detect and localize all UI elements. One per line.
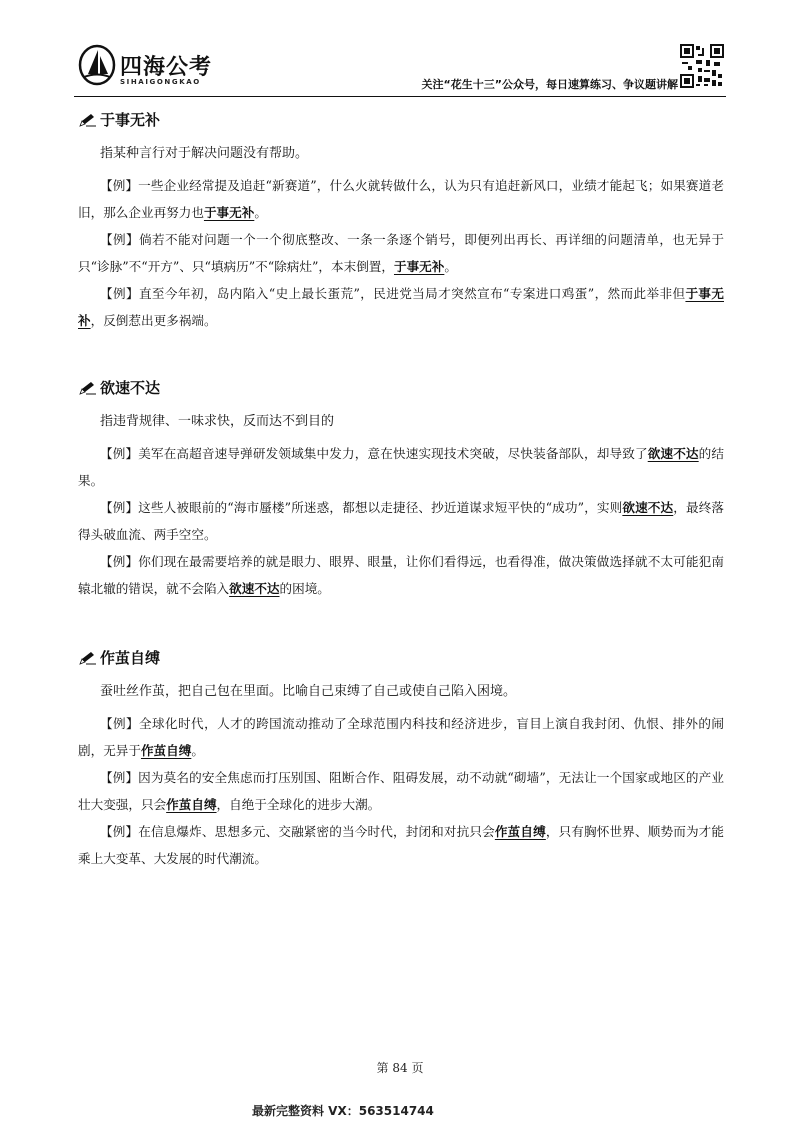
example-text: 的困境。 — [279, 581, 330, 596]
qr-code-icon — [680, 44, 724, 88]
example-text: 【例】直至今年初，岛内陷入“史上最长蛋荒”，民进党当局才突然宣布“专案进口鸡蛋”，然而此举非但 — [100, 286, 686, 301]
idiom-term: 欲速不达 — [647, 446, 699, 461]
example-text: ，自绝于全球化的进步大潮。 — [216, 797, 381, 812]
brand-name-cn: 四海公考 — [120, 55, 213, 80]
entry-definition: 蚕吐丝作茧，把自己包在里面。比喻自己束缚了自己或使自己陷入困境。 — [100, 684, 517, 699]
entry-title-text: 于事无补 — [100, 111, 161, 129]
idiom-term: 作茧自缚 — [166, 797, 217, 812]
idiom-term: 于事无补 — [393, 259, 445, 274]
example-paragraph — [78, 710, 724, 764]
entry-title — [78, 646, 724, 670]
example-text: 【例】因为莫名的安全焦虑而打压别国、阻断合作、阻碍发展，动不动就“砌墙”，无法让一个国家或地区的产业壮大变强，只会 — [78, 770, 724, 812]
entry-definition: 指违背规律、一味求快，反而达不到目的 — [100, 414, 335, 429]
example-text: 【例】这些人被眼前的“海市蜃楼”所迷惑，都想以走捷径、抄近道谋求短平快的“成功”，实则 — [100, 500, 623, 515]
entry-title — [78, 108, 724, 132]
idiom-term: 作茧自缚 — [140, 743, 192, 758]
example-paragraph — [78, 764, 724, 818]
example-paragraph — [78, 280, 724, 334]
example-paragraph — [78, 440, 724, 494]
example-text: 的结果。 — [78, 446, 725, 488]
idiom-entry — [78, 108, 724, 334]
pen-icon — [78, 650, 98, 666]
section-spacer — [78, 602, 724, 646]
entry-definition: 指某种言行对于解决问题没有帮助。 — [100, 146, 309, 161]
header-rule — [74, 96, 726, 97]
idiom-term: 欲速不达 — [229, 581, 280, 596]
idiom-entry — [78, 376, 724, 602]
entry-title — [78, 376, 724, 400]
header-slogan: 关注“花生十三”公众号，每日速算练习、争议题讲解 — [421, 78, 678, 91]
example-text: 【例】一些企业经常提及追赶“新赛道”，什么火就转做什么，认为只有追赶新风口，业绩才能起飞；如果赛道老旧，那么企业再努力也 — [78, 178, 724, 220]
pen-icon — [78, 380, 98, 396]
example-text: ，最终落得头破血流、两手空空。 — [78, 500, 725, 542]
sailboat-logo-icon — [78, 44, 116, 86]
page-number: 第 84 页 — [376, 1061, 424, 1075]
brand-name-en: SIHAIGONGKAO — [120, 78, 201, 86]
footer-contact-note: 最新完整资料 VX：563514744 — [252, 1104, 434, 1118]
example-paragraph — [78, 172, 724, 226]
brand-logo — [78, 44, 228, 98]
main-content — [78, 108, 724, 872]
example-text: ，反倒惹出更多祸端。 — [90, 313, 217, 328]
example-text: 。 — [191, 743, 204, 758]
example-paragraph — [78, 548, 724, 602]
example-text: 。 — [444, 259, 457, 274]
example-paragraph — [78, 494, 724, 548]
page-header — [0, 0, 800, 100]
entry-title-text: 作茧自缚 — [100, 649, 161, 667]
example-text: 【例】全球化时代，人才的跨国流动推动了全球范围内科技和经济进步，盲目上演自我封闭、仇恨、排外的闹剧，无异于 — [78, 716, 724, 758]
example-paragraph — [78, 818, 724, 872]
idiom-term: 于事无补 — [78, 286, 724, 328]
example-text: 【例】在信息爆炸、思想多元、交融紧密的当今时代，封闭和对抗只会 — [100, 824, 495, 839]
idiom-term: 于事无补 — [203, 205, 255, 220]
example-paragraph — [78, 226, 724, 280]
example-text: 【例】你们现在最需要培养的就是眼力、眼界、眼量，让你们看得远，也看得准，做决策做选择就不太可能犯南辕北辙的错误，就不会陷入 — [78, 554, 724, 596]
idiom-entry — [78, 646, 724, 872]
idiom-term: 作茧自缚 — [494, 824, 546, 839]
example-text: 。 — [254, 205, 267, 220]
example-text: ，只有胸怀世界、顺势而为才能乘上大变革、大发展的时代潮流。 — [78, 824, 725, 866]
pen-icon — [78, 112, 98, 128]
idiom-term: 欲速不达 — [622, 500, 674, 515]
example-text: 【例】美军在高超音速导弹研发领域集中发力，意在快速实现技术突破，尽快装备部队，却导致了 — [100, 446, 648, 461]
entry-title-text: 欲速不达 — [100, 379, 161, 397]
section-spacer — [78, 334, 724, 376]
example-text: 【例】倘若不能对问题一个一个彻底整改、一条一条逐个销号，即便列出再长、再详细的问题清单，也无异于只“诊脉”不“开方”、只“填病历”不“除病灶”，本末倒置， — [78, 232, 724, 274]
